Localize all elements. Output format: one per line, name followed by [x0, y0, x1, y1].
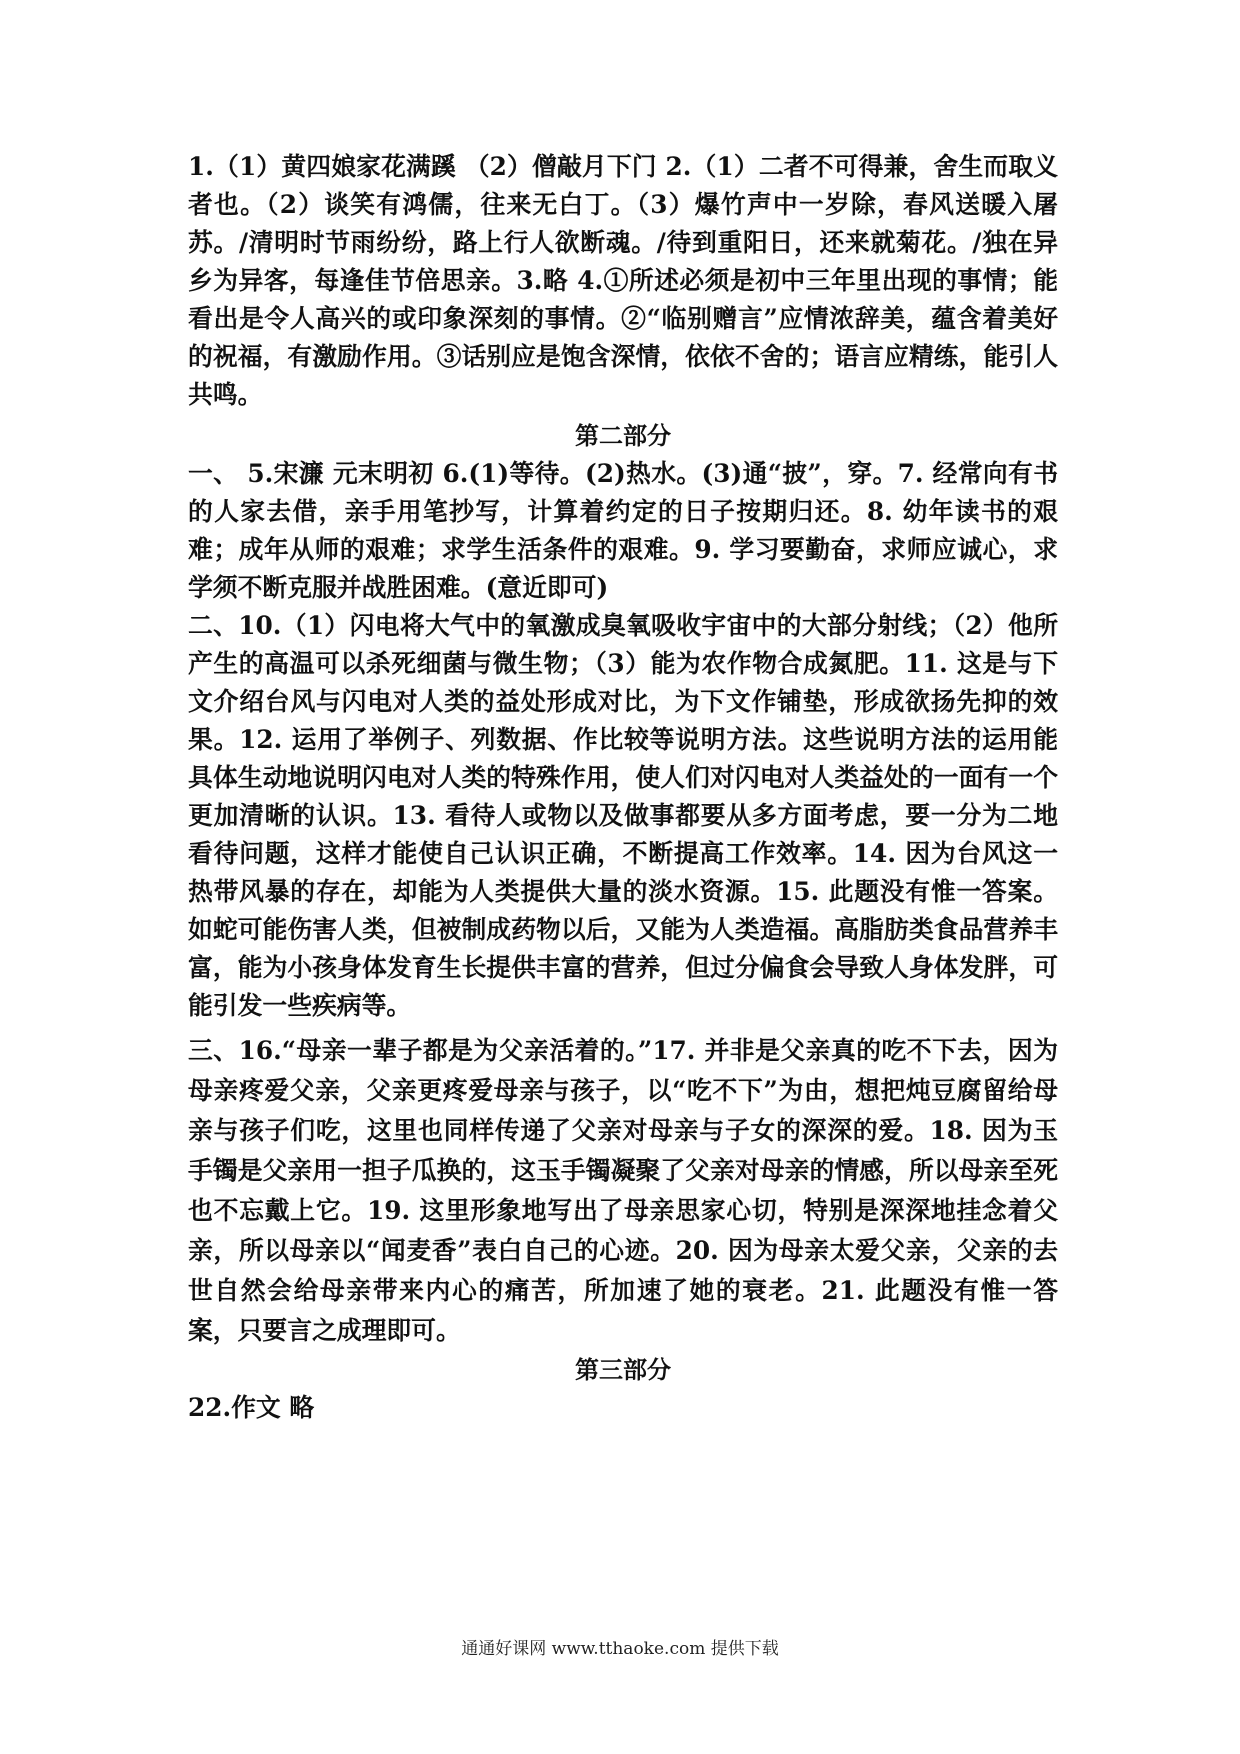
part1-answers: 1.（1）黄四娘家花满蹊 （2）僧敲月下门 2.（1）二者不可得兼，舍生而取义者也。（2）谈笑有鸿儒，往来无白丁。（3）爆竹声中一岁除，春风送暖入屠苏。/清明时节雨纷纷，路上行人欲断魂。/待到重阳日，还来就菊花。/独在异乡为异客，每逢佳节倍思亲。3.略 4.①所述必须是初中三年里出现的事情；能看出是令人高兴的或印象深刻的事情。②“临别赠言”应情浓辞美，蕴含着美好的祝福，有激励作用。③话别应是饱含深情，依依不舍的；语言应精练，能引人共鸣。: [188, 152, 1058, 409]
part2-heading: 第二部分: [575, 421, 671, 450]
answer-content: [188, 148, 1058, 1427]
page-footer: 通通好课网 www.tthaoke.com 提供下载: [461, 1639, 779, 1659]
part3-heading: 第三部分: [575, 1355, 671, 1384]
part3-answers: 22.作文 略: [188, 1393, 315, 1422]
part2-section1-answers: 一、 5.宋濂 元末明初 6.(1)等待。(2)热水。(3)通“披”，穿。7. 经常向有书的人家去借，亲手用笔抄写，计算着约定的日子按期归还。8. 幼年读书的艰难；成年从师的艰难；求学生活条件的艰难。9. 学习要勤奋，求师应诚心，求学须不断克服并战胜困难。(意近即可): [188, 459, 1058, 602]
part2-section3-answers: 三、16.“母亲一辈子都是为父亲活着的。”17. 并非是父亲真的吃不下去，因为母亲疼爱父亲，父亲更疼爱母亲与孩子，以“吃不下”为由，想把炖豆腐留给母亲与孩子们吃，这里也同样传递了父亲对母亲与子女的深深的爱。18. 因为玉手镯是父亲用一担子瓜换的，这玉手镯凝聚了父亲对母亲的情感，所以母亲至死也不忘戴上它。19. 这里形象地写出了母亲思家心切，特别是深深地挂念着父亲，所以母亲以“闻麦香”表白自己的心迹。20. 因为母亲太爱父亲，父亲的去世自然会给母亲带来内心的痛苦，所加速了她的衰老。21. 此题没有惟一答案，只要言之成理即可。: [188, 1036, 1058, 1345]
part2-section2-answers: 二、10.（1）闪电将大气中的氧激成臭氧吸收宇宙中的大部分射线；（2）他所产生的高温可以杀死细菌与微生物；（3）能为农作物合成氮肥。11. 这是与下文介绍台风与闪电对人类的益处形成对比，为下文作铺垫，形成欲扬先抑的效果。12. 运用了举例子、列数据、作比较等说明方法。这些说明方法的运用能具体生动地说明闪电对人类的特殊作用，使人们对闪电对人类益处的一面有一个更加清晰的认识。13. 看待人或物以及做事都要从多方面考虑，要一分为二地看待问题，这样才能使自己认识正确，不断提高工作效率。14. 因为台风这一热带风暴的存在，却能为人类提供大量的淡水资源。15. 此题没有惟一答案。如蛇可能伤害人类，但被制成药物以后，又能为人类造福。高脂肪类食品营养丰富，能为小孩身体发育生长提供丰富的营养，但过分偏食会导致人身体发胖，可能引发一些疾病等。: [188, 611, 1058, 1020]
